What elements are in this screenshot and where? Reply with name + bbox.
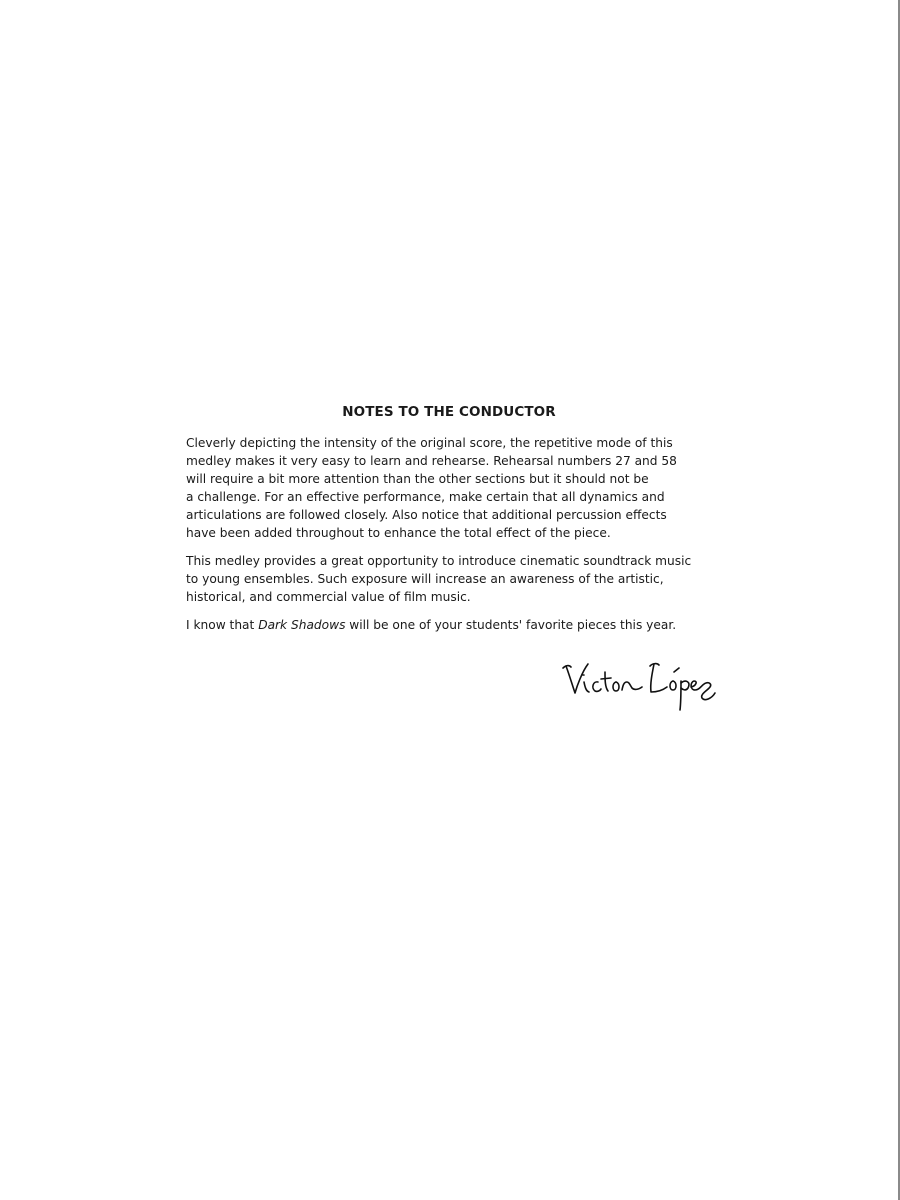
closing-line	[186, 616, 726, 634]
closing-text-start: I know that	[186, 618, 259, 632]
closing-text-end: will be one of your students' favorite pieces this year.	[345, 618, 677, 632]
notes-title: NOTES TO THE CONDUCTOR	[342, 404, 556, 420]
paragraph-line: articulations are followed closely. Also notice that additional percussion effects	[186, 508, 667, 522]
handwritten-signature	[560, 660, 716, 714]
paragraph-line: have been added throughout to enhance the total effect of the piece.	[186, 526, 611, 540]
paragraph-line: to young ensembles. Such exposure will increase an awareness of the artistic,	[186, 572, 664, 586]
paragraph-1	[186, 434, 726, 542]
paragraph-line: Cleverly depicting the intensity of the original score, the repetitive mode of this	[186, 436, 673, 450]
paragraph-line: medley makes it very easy to learn and rehearse. Rehearsal numbers 27 and 58	[186, 454, 677, 468]
paragraph-line: historical, and commercial value of film music.	[186, 590, 471, 604]
paragraph-line: a challenge. For an effective performance, make certain that all dynamics and	[186, 490, 665, 504]
paragraph-2	[186, 552, 726, 606]
conductor-notes	[186, 404, 726, 634]
piece-title: Dark Shadows	[258, 618, 346, 632]
paragraph-line: will require a bit more attention than the other sections but it should not be	[186, 472, 649, 486]
paragraph-line: This medley provides a great opportunity to introduce cinematic soundtrack music	[186, 554, 692, 568]
